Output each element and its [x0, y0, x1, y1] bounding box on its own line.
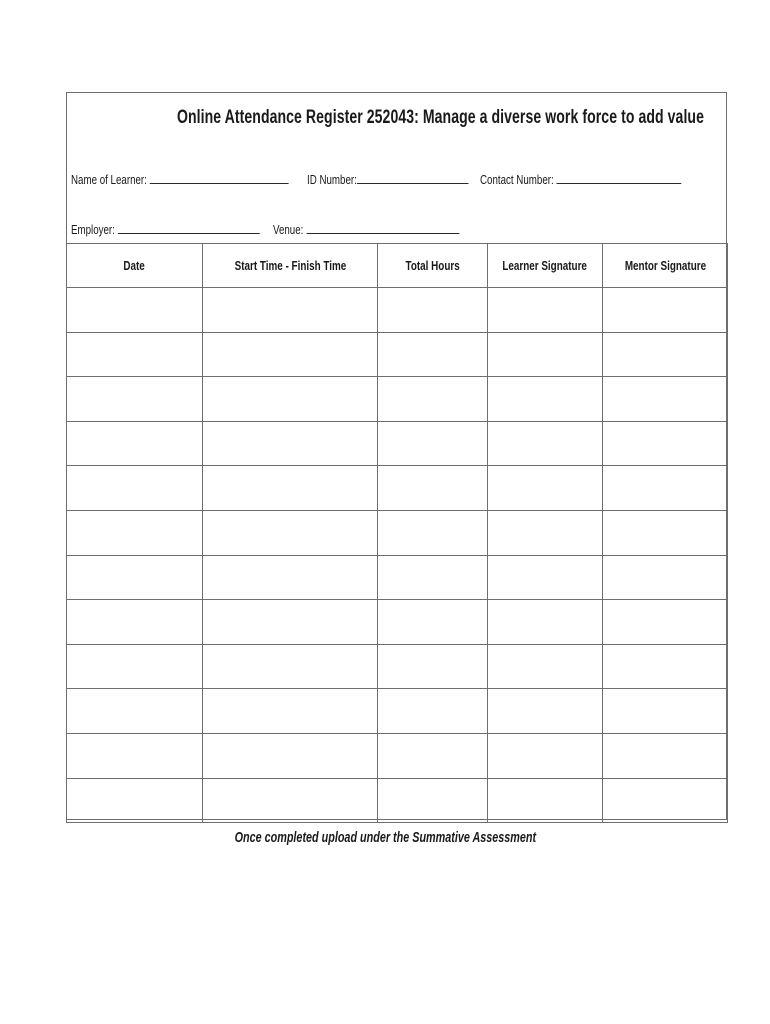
column-header-start-finish-time: Start Time - Finish Time	[203, 244, 378, 288]
date-cell[interactable]	[67, 510, 203, 555]
table-row	[67, 778, 728, 823]
time-cell[interactable]	[203, 421, 378, 466]
table-row	[67, 332, 728, 377]
mentor-signature-cell[interactable]	[603, 733, 728, 778]
id-number-label: ID Number:	[307, 173, 357, 187]
table-row	[67, 510, 728, 555]
time-cell[interactable]	[203, 466, 378, 511]
learner-signature-cell[interactable]	[488, 600, 603, 645]
table-row	[67, 288, 728, 333]
learner-signature-cell[interactable]	[488, 689, 603, 734]
mentor-signature-cell[interactable]	[603, 689, 728, 734]
employer-field[interactable]	[71, 221, 260, 237]
mentor-signature-cell[interactable]	[603, 644, 728, 689]
mentor-signature-cell[interactable]	[603, 466, 728, 511]
column-header-mentor-signature: Mentor Signature	[603, 244, 728, 288]
total-hours-cell[interactable]	[378, 510, 488, 555]
table-row	[67, 466, 728, 511]
name-of-learner-field[interactable]	[71, 171, 289, 187]
id-number-line[interactable]	[357, 171, 469, 184]
contact-number-line[interactable]	[557, 171, 682, 184]
learner-signature-cell[interactable]	[488, 332, 603, 377]
learner-signature-cell[interactable]	[488, 733, 603, 778]
employer-label: Employer:	[71, 223, 115, 237]
total-hours-cell[interactable]	[378, 733, 488, 778]
total-hours-cell[interactable]	[378, 778, 488, 823]
table-row	[67, 644, 728, 689]
learner-signature-cell[interactable]	[488, 421, 603, 466]
table-row	[67, 733, 728, 778]
contact-number-field[interactable]	[480, 171, 682, 187]
table-header-row	[67, 244, 728, 288]
document-title: Online Attendance Register 252043: Manage a diverse work force to add value	[177, 107, 704, 128]
mentor-signature-cell[interactable]	[603, 377, 728, 422]
total-hours-cell[interactable]	[378, 377, 488, 422]
learner-signature-cell[interactable]	[488, 778, 603, 823]
mentor-signature-cell[interactable]	[603, 288, 728, 333]
total-hours-cell[interactable]	[378, 600, 488, 645]
upload-instruction-note: Once completed upload under the Summative Assessment	[234, 829, 536, 846]
total-hours-cell[interactable]	[378, 332, 488, 377]
mentor-signature-cell[interactable]	[603, 421, 728, 466]
column-header-date: Date	[67, 244, 203, 288]
time-cell[interactable]	[203, 555, 378, 600]
column-header-total-hours: Total Hours	[378, 244, 488, 288]
name-of-learner-label: Name of Learner:	[71, 173, 147, 187]
date-cell[interactable]	[67, 600, 203, 645]
mentor-signature-cell[interactable]	[603, 600, 728, 645]
table-row	[67, 377, 728, 422]
name-of-learner-line[interactable]	[150, 171, 289, 184]
table-row	[67, 555, 728, 600]
venue-field[interactable]	[273, 221, 459, 237]
learner-signature-cell[interactable]	[488, 466, 603, 511]
table-row	[67, 689, 728, 734]
mentor-signature-cell[interactable]	[603, 555, 728, 600]
date-cell[interactable]	[67, 377, 203, 422]
learner-signature-cell[interactable]	[488, 288, 603, 333]
date-cell[interactable]	[67, 288, 203, 333]
table-row	[67, 421, 728, 466]
date-cell[interactable]	[67, 644, 203, 689]
attendance-register-form	[66, 92, 727, 820]
time-cell[interactable]	[203, 778, 378, 823]
total-hours-cell[interactable]	[378, 555, 488, 600]
venue-line[interactable]	[306, 221, 459, 234]
time-cell[interactable]	[203, 644, 378, 689]
attendance-table	[66, 243, 728, 823]
id-number-field[interactable]	[307, 171, 468, 187]
date-cell[interactable]	[67, 778, 203, 823]
learner-signature-cell[interactable]	[488, 377, 603, 422]
date-cell[interactable]	[67, 466, 203, 511]
mentor-signature-cell[interactable]	[603, 332, 728, 377]
total-hours-cell[interactable]	[378, 288, 488, 333]
date-cell[interactable]	[67, 555, 203, 600]
time-cell[interactable]	[203, 288, 378, 333]
time-cell[interactable]	[203, 733, 378, 778]
time-cell[interactable]	[203, 510, 378, 555]
date-cell[interactable]	[67, 689, 203, 734]
form-header	[67, 93, 726, 243]
time-cell[interactable]	[203, 600, 378, 645]
learner-signature-cell[interactable]	[488, 644, 603, 689]
mentor-signature-cell[interactable]	[603, 510, 728, 555]
time-cell[interactable]	[203, 332, 378, 377]
column-header-learner-signature: Learner Signature	[488, 244, 603, 288]
venue-label: Venue:	[273, 223, 304, 237]
time-cell[interactable]	[203, 689, 378, 734]
date-cell[interactable]	[67, 733, 203, 778]
learner-signature-cell[interactable]	[488, 510, 603, 555]
time-cell[interactable]	[203, 377, 378, 422]
total-hours-cell[interactable]	[378, 644, 488, 689]
date-cell[interactable]	[67, 421, 203, 466]
date-cell[interactable]	[67, 332, 203, 377]
total-hours-cell[interactable]	[378, 466, 488, 511]
learner-signature-cell[interactable]	[488, 555, 603, 600]
total-hours-cell[interactable]	[378, 689, 488, 734]
employer-line[interactable]	[118, 221, 260, 234]
total-hours-cell[interactable]	[378, 421, 488, 466]
contact-number-label: Contact Number:	[480, 173, 554, 187]
mentor-signature-cell[interactable]	[603, 778, 728, 823]
table-row	[67, 600, 728, 645]
